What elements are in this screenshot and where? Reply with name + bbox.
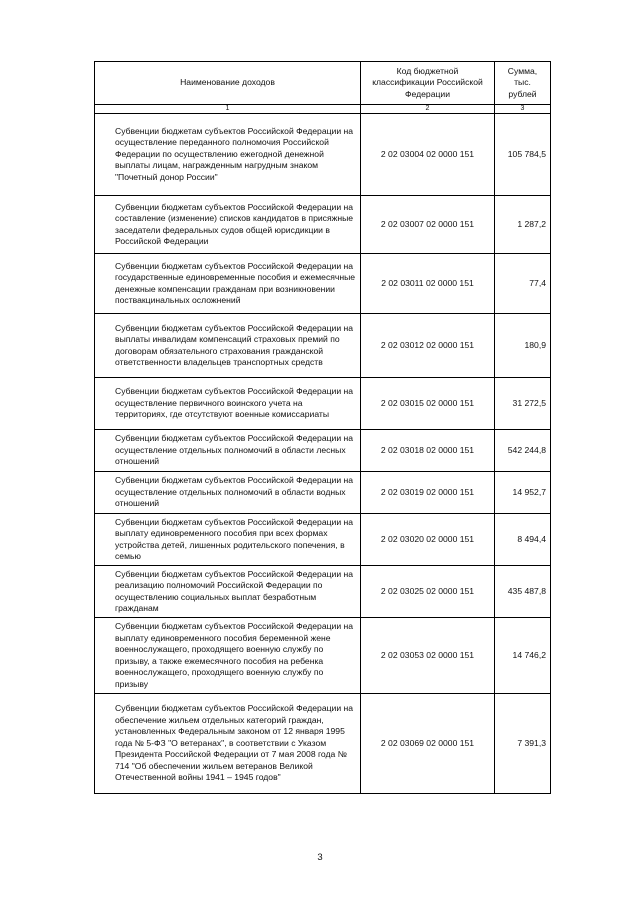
table-row: [95, 566, 551, 618]
row-code: 2 02 03069 02 0000 151: [361, 694, 495, 794]
row-name: Субвенции бюджетам субъектов Российской Федерации на осуществление отдельных полномочий в области лесных отношений: [95, 430, 361, 472]
row-sum: 31 272,5: [495, 378, 551, 430]
row-name: Субвенции бюджетам субъектов Российской Федерации на государственные единовременные пособия и ежемесячные денежные компенсации гражданам при возникновении поствакцинальных осложнений: [95, 254, 361, 314]
column-number-row: [95, 105, 551, 114]
row-name: Субвенции бюджетам субъектов Российской Федерации на осуществление первичного воинского учета на территориях, где отсутствуют военные комиссариаты: [95, 378, 361, 430]
col-header-sum: Сумма, тыс. рублей: [495, 62, 551, 105]
table-row: [95, 618, 551, 694]
row-code: 2 02 03053 02 0000 151: [361, 618, 495, 694]
table-row: [95, 254, 551, 314]
row-sum: 435 487,8: [495, 566, 551, 618]
row-sum: 14 952,7: [495, 472, 551, 514]
row-name: Субвенции бюджетам субъектов Российской Федерации на обеспечение жильем отдельных категорий граждан, установленных Федеральным законом от 12 января 1995 года № 5-ФЗ "О ветеранах", в соответствии с Указом Президента Российской Федерации от 7 мая 2008 года № 714 "Об обеспечении жильем ветеранов Великой Отечественной войны 1941 – 1945 годов": [95, 694, 361, 794]
revenue-table-page: [94, 61, 550, 794]
col-header-code: Код бюджетной классификации Российской Федерации: [361, 62, 495, 105]
row-sum: 77,4: [495, 254, 551, 314]
row-sum: 7 391,3: [495, 694, 551, 794]
row-code: 2 02 03025 02 0000 151: [361, 566, 495, 618]
row-name: Субвенции бюджетам субъектов Российской Федерации на реализацию полномочий Российской Федерации по осуществлению социальных выплат безработным гражданам: [95, 566, 361, 618]
col-number-2: 2: [361, 105, 495, 114]
row-code: 2 02 03004 02 0000 151: [361, 114, 495, 196]
row-sum: 8 494,4: [495, 514, 551, 566]
row-code: 2 02 03019 02 0000 151: [361, 472, 495, 514]
revenue-table: [94, 61, 551, 794]
table-row: [95, 430, 551, 472]
table-row: [95, 196, 551, 254]
col-number-3: 3: [495, 105, 551, 114]
row-code: 2 02 03020 02 0000 151: [361, 514, 495, 566]
row-code: 2 02 03011 02 0000 151: [361, 254, 495, 314]
table-row: [95, 472, 551, 514]
row-name: Субвенции бюджетам субъектов Российской Федерации на составление (изменение) списков кандидатов в присяжные заседатели федеральных судов общей юрисдикции в Российской Федерации: [95, 196, 361, 254]
row-code: 2 02 03015 02 0000 151: [361, 378, 495, 430]
table-row: [95, 314, 551, 378]
row-name: Субвенции бюджетам субъектов Российской Федерации на осуществление отдельных полномочий в области водных отношений: [95, 472, 361, 514]
table-row: [95, 694, 551, 794]
row-name: Субвенции бюджетам субъектов Российской Федерации на выплату единовременного пособия при всех формах устройства детей, лишенных родительского попечения, в семью: [95, 514, 361, 566]
row-sum: 542 244,8: [495, 430, 551, 472]
row-name: Субвенции бюджетам субъектов Российской Федерации на выплату единовременного пособия беременной жене военнослужащего, проходящего военную службу по призыву, а также ежемесячного пособия на ребенка военнослужащего, проходящего военную службу по призыву: [95, 618, 361, 694]
table-row: [95, 114, 551, 196]
row-code: 2 02 03018 02 0000 151: [361, 430, 495, 472]
row-sum: 180,9: [495, 314, 551, 378]
page-number: 3: [317, 852, 323, 863]
row-name: Субвенции бюджетам субъектов Российской Федерации на выплаты инвалидам компенсаций страховых премий по договорам обязательного страхования гражданской ответственности владельцев транспортных средств: [95, 314, 361, 378]
table-header-row: [95, 62, 551, 105]
row-sum: 105 784,5: [495, 114, 551, 196]
row-code: 2 02 03012 02 0000 151: [361, 314, 495, 378]
col-number-1: 1: [95, 105, 361, 114]
col-header-name: Наименование доходов: [95, 62, 361, 105]
row-name: Субвенции бюджетам субъектов Российской Федерации на осуществление переданного полномочия Российской Федерации по осуществлению ежегодной денежной выплаты лицам, награжденным нагрудным знаком "Почетный донор России": [95, 114, 361, 196]
table-body: [95, 114, 551, 794]
row-sum: 1 287,2: [495, 196, 551, 254]
row-code: 2 02 03007 02 0000 151: [361, 196, 495, 254]
table-row: [95, 378, 551, 430]
row-sum: 14 746,2: [495, 618, 551, 694]
table-row: [95, 514, 551, 566]
